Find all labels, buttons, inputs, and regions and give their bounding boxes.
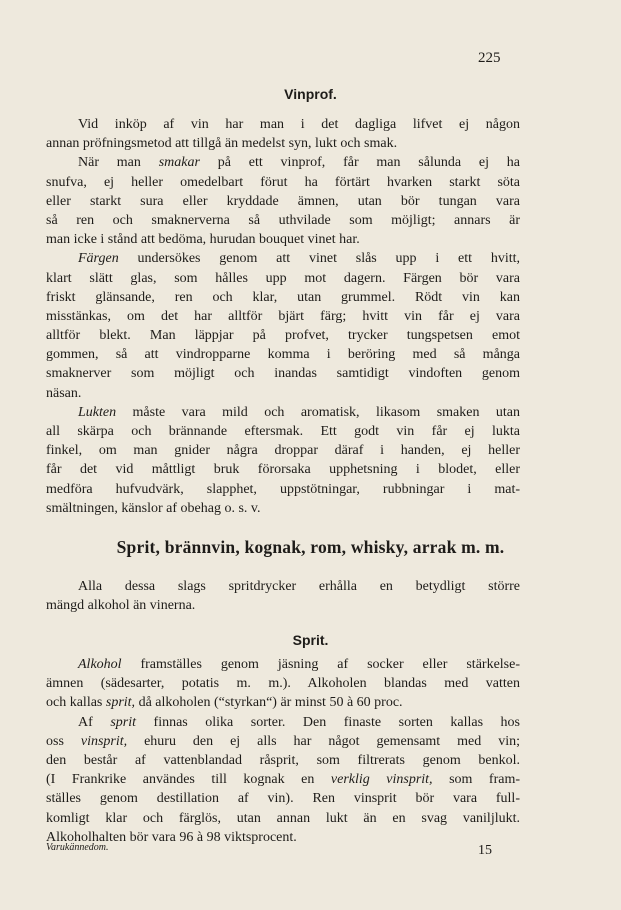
text-line xyxy=(46,249,520,268)
text-run: undersökes genom att vinet slås upp i ett hvitt, xyxy=(118,251,520,267)
text-run: då alkoholen (“styrkan“) är minst 50 à 60 proc. xyxy=(135,695,403,711)
text-line xyxy=(46,713,520,732)
text-run: finnas olika sorter. Den finaste sorten kallas hos xyxy=(136,714,520,730)
footer-sheet-number: 15 xyxy=(478,843,492,858)
italic-term: smakar xyxy=(158,155,200,171)
italic-term: Färgen xyxy=(78,251,119,267)
page-number: 225 xyxy=(478,50,501,66)
text-line xyxy=(46,441,520,460)
italic-term: vinsprit, xyxy=(80,733,128,749)
text-run: Af xyxy=(78,714,111,730)
text-line xyxy=(46,364,520,383)
section-heading-vinprof: Vinprof. xyxy=(284,86,337,102)
text-run: finkel, om man gnider några droppar däraf i handen, ej heller xyxy=(46,443,520,459)
text-line xyxy=(46,269,520,288)
section-heading-spirits: Sprit, brännvin, kognak, rom, whisky, arrak m. m. xyxy=(116,537,505,557)
body-spirits xyxy=(46,577,520,615)
text-run: framställes genom jäsning af socker eller stärkelse- xyxy=(121,657,520,672)
italic-term: Alkohol xyxy=(78,657,122,672)
text-line xyxy=(46,809,520,828)
text-run: ehuru den ej alls har något gemensamt med vin; xyxy=(127,733,520,749)
text-line xyxy=(46,596,520,615)
footer-signature: Varukännedom. xyxy=(46,842,109,853)
text-line xyxy=(46,230,520,249)
text-run: ämnen (sädesarter, potatis m. m.). Alkoholen blandas med vatten xyxy=(46,676,520,692)
text-run: När man xyxy=(78,155,159,171)
text-run: och kallas xyxy=(46,695,106,711)
text-line xyxy=(46,499,520,518)
text-run: komligt klar och färglös, utan annan lukt än en svag vaniljlukt. xyxy=(46,810,520,826)
text-line xyxy=(46,153,520,172)
text-line xyxy=(46,192,520,211)
text-line xyxy=(46,422,520,441)
text-line xyxy=(46,115,520,134)
text-run: på ett vinprof, får man sålunda ej ha xyxy=(199,155,520,171)
text-run: smaknerver som möjligt och inandas samtidigt vindoften genom xyxy=(46,366,520,382)
text-line xyxy=(46,326,520,345)
text-line xyxy=(46,480,520,499)
italic-term: Lukten xyxy=(78,404,117,420)
text-run: friskt glänsande, ren och klar, utan grummel. Rödt vin kan xyxy=(46,289,520,305)
text-line xyxy=(46,403,520,422)
text-line xyxy=(46,211,520,230)
text-run: oss xyxy=(46,733,81,749)
text-line xyxy=(46,345,520,364)
text-line xyxy=(46,460,520,479)
text-run: eller starkt sura eller kryddade ämnen, utan bör tungan vara xyxy=(46,193,520,209)
text-line xyxy=(46,828,520,847)
text-line xyxy=(46,655,520,674)
text-run: näsan. xyxy=(46,385,82,401)
text-run: Alkoholhalten bör vara 96 à 98 viktsprocent. xyxy=(46,829,297,845)
text-run: annan pröfningsmetod att tillgå än medelst syn, lukt och smak. xyxy=(46,136,398,152)
italic-term: sprit, xyxy=(105,695,136,711)
text-run: klart slätt glas, som hålles upp mot dagern. Färgen bör vara xyxy=(46,270,520,286)
text-line xyxy=(46,789,520,808)
italic-term: sprit xyxy=(110,714,136,730)
text-run: som fram- xyxy=(432,772,521,788)
text-run: den består af vattenblandad råsprit, som filtrerats genom benkol. xyxy=(46,752,520,768)
text-line xyxy=(46,577,520,596)
italic-term: verklig vinsprit, xyxy=(330,772,433,788)
text-run: får det vid måttligt bruk förorsaka upphetsning i blodet, eller xyxy=(46,462,520,478)
text-line xyxy=(46,693,520,712)
text-line xyxy=(46,732,520,751)
text-run: smältningen, känslor af obehag o. s. v. xyxy=(46,500,261,516)
text-run: så ren och smaknerverna så uthvilade som möjligt; annars är xyxy=(46,212,520,228)
text-run: all skärpa och brännande eftersmak. Ett godt vin får ej lukta xyxy=(46,424,520,439)
body-sprit xyxy=(46,655,520,847)
text-run: ställes genom destillation af vin). Ren vinsprit bör vara full- xyxy=(46,791,520,807)
text-line xyxy=(46,674,520,693)
text-line xyxy=(46,173,520,192)
text-run: man icke i stånd att bedöma, hurudan bouquet vinet har. xyxy=(46,232,360,248)
text-line xyxy=(46,134,520,153)
body-vinprof xyxy=(46,115,520,518)
text-line xyxy=(46,770,520,789)
text-line xyxy=(46,384,520,403)
text-run: Vid inköp af vin har man i det dagliga lifvet ej någon xyxy=(78,117,520,132)
text-run: mängd alkohol än vinerna. xyxy=(46,598,196,614)
text-line xyxy=(46,751,520,770)
text-run: misstänkas, om det har alltför bjärt färg; hvitt vin får ej vara xyxy=(46,308,520,324)
text-run: gommen, så att vindropparne komma i beröring med så många xyxy=(46,347,520,363)
text-run: snufva, ej heller omedelbart förut ha förtärt hvarken starkt söta xyxy=(46,174,520,190)
text-run: Alla dessa slags spritdrycker erhålla en betydligt större xyxy=(78,579,520,594)
section-heading-sprit: Sprit. xyxy=(292,632,329,648)
text-run: (I Frankrike användes till kognak en xyxy=(46,772,331,788)
text-run: måste vara mild och aromatisk, likasom smaken utan xyxy=(116,404,520,420)
text-run: medföra hufvudvärk, slapphet, uppstötningar, rubbningar i mat- xyxy=(46,481,520,497)
text-run: alltför blekt. Man läppjar på profvet, trycker tungspetsen emot xyxy=(46,328,520,344)
text-line xyxy=(46,307,520,326)
text-line xyxy=(46,288,520,307)
